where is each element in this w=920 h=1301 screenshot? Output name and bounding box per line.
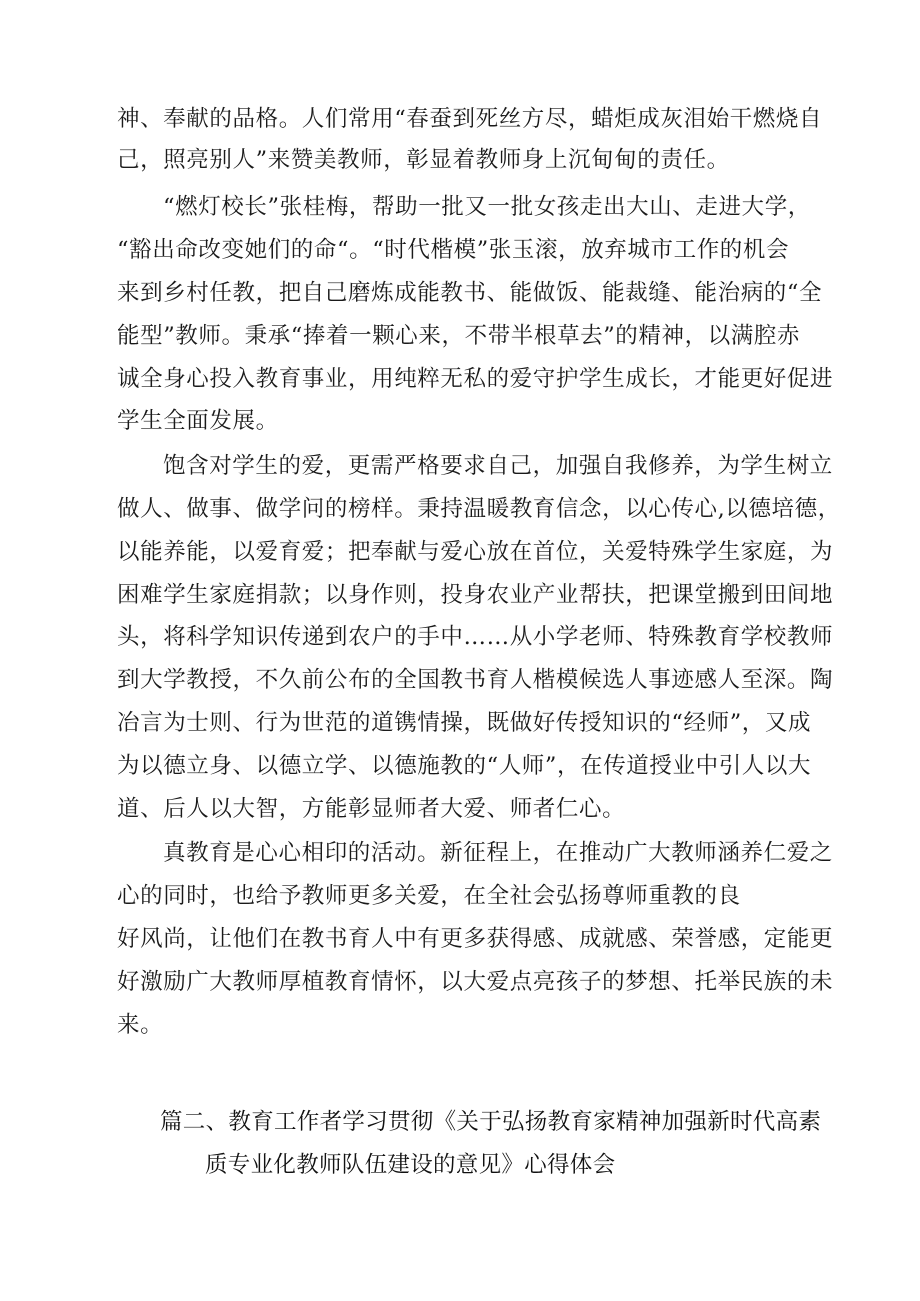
body-line-21: 好激励广大教师厚植教育情怀，以大爱点亮孩子的梦想、托举民族的未 [117,969,834,995]
body-line-3: “燃灯校长”张桂梅，帮助一批又一批女孩走出大山、走进大学， [163,194,811,220]
body-line-20: 好风尚，让他们在教书育人中有更多获得感、成就感、荣誉感，定能更 [117,926,834,952]
body-line-17: 道、后人以大智，方能彰显师者大爱、师者仁心。 [117,796,626,822]
body-line-2: 己，照亮别人”来赞美教师，彰显着教师身上沉甸甸的责任。 [117,147,730,173]
body-line-10: 做人、做事、做学问的榜样。秉持温暖教育信念，以心传心,以德培德， [117,496,841,522]
body-line-7: 诚全身心投入教育事业，用纯粹无私的爱守护学生成长，才能更好促进 [117,366,834,392]
body-line-8: 学生全面发展。 [117,408,279,434]
body-line-6: 能型”教师。秉承“捧着一颗心来，不带半根草去”的精神，以满腔赤 [117,323,801,349]
body-line-22: 来。 [117,1012,164,1038]
body-line-4: “豁出命改变她们的命“。“时代楷模”张玉滚，放弃城市工作的机会 [117,237,790,263]
body-line-5: 来到乡村任教，把自己磨炼成能教书、能做饭、能裁缝、能治病的“全 [117,280,823,306]
body-line-14: 到大学教授，不久前公布的全国教书育人楷模候选人事迹感人至深。陶 [117,667,834,693]
body-line-9: 饱含对学生的爱，更需严格要求自己，加强自我修养，为学生树立 [163,453,833,479]
body-line-1: 神、奉献的品格。人们常用“春蚕到死丝方尽，蜡炬成灰泪始干燃烧自 [117,106,823,132]
body-line-11: 以能养能，以爱育爱；把奉献与爱心放在首位，关爱特殊学生家庭，为 [117,539,834,565]
section-heading-line-2: 质专业化教师队伍建设的意见》心得体会 [205,1152,616,1178]
body-line-12: 困难学生家庭捐款；以身作则，投身农业产业帮扶，把课堂搬到田间地 [117,582,834,608]
body-line-15: 冶言为士则、行为世范的道镌情操，既做好传授知识的“经师”，又成 [117,710,812,736]
body-line-16: 为以德立身、以德立学、以德施教的“人师”，在传道授业中引人以大 [117,753,812,779]
body-line-13: 头，将科学知识传递到农户的手中……从小学老师、特殊教育学校教师 [117,624,834,650]
section-heading-line-1: 篇二、教育工作者学习贯彻《关于弘扬教育家精神加强新时代高素 [160,1109,822,1135]
body-line-18: 真教育是心心相印的活动。新征程上，在推动广大教师涵养仁爱之 [163,840,833,866]
body-line-19: 心的同时，也给予教师更多关爱，在全社会弘扬尊师重教的良 [117,883,741,909]
